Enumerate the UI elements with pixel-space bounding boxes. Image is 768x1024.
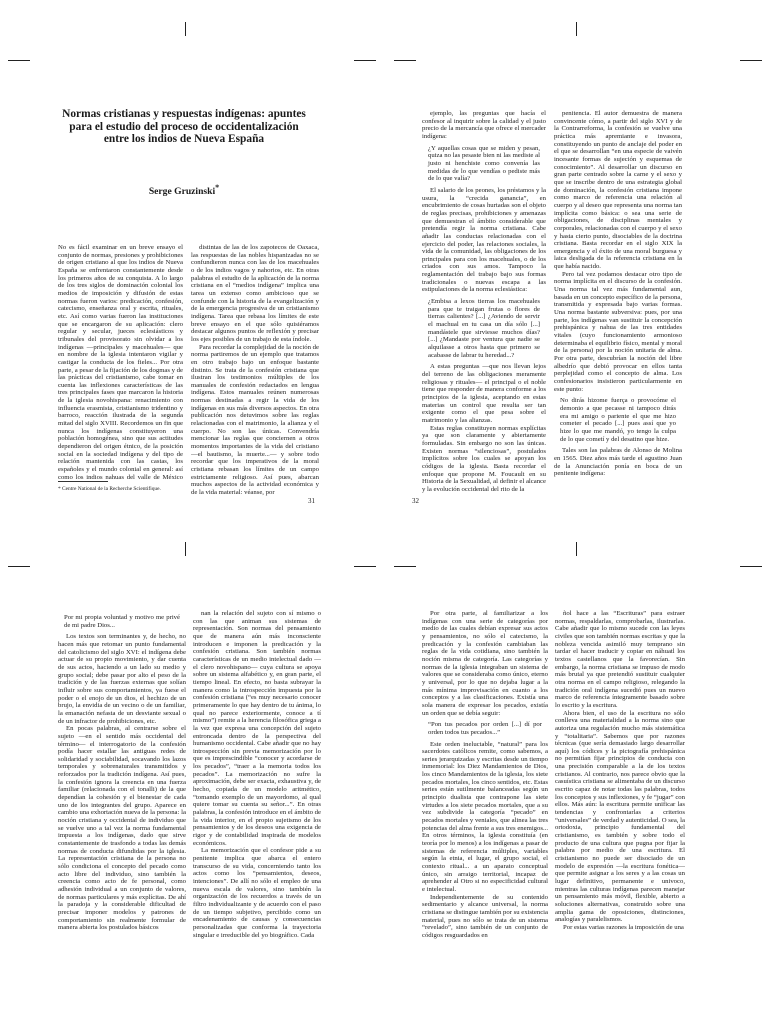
crop-mark <box>185 22 186 36</box>
paragraph: Pero tal vez podamos destacar otro tipo de norma implícita en el discurso de la confesión. Una norma tal vez más fundamental aun, basada en un concepto específico de la persona, transmitida y expresada bajo varias formas. Una norma bastante subversiva: pues, por una parte, los indígenas van sustituir la concepción prehispánica y nahua de las tres entidades vitales (cuyo funcionamiento armonioso determinaba el equilibrio físico, mental y moral de la persona) por la noción unitaria de alma. Por otra parte, descubrían la noción del libre albedrío que debió provocar en ellos tanta perplejidad como el concepto de alma. Los confesionarios insistieron particularmente en este punto: <box>554 270 682 393</box>
block-quote: No dirás hizome fuerça o provocóme el demonio a que pecasse ni tampoco dirás era mi amigo o pariente el que me hizo cometer el pecado [...] pues assí que yo hize lo que me mandó, yo tengo la culpa de lo que cometí y del desatino que hize. <box>560 397 676 443</box>
page-number: 31 <box>308 497 315 505</box>
crop-mark <box>394 566 416 567</box>
paragraph: Tales son las palabras de Alonso de Molina en 1565. Diez años más tarde el agustino Juan de la Anunciación ponía en boca de un penitente indígena: <box>554 447 682 478</box>
text-column <box>193 610 321 1024</box>
footnote: * Centre National de la Recherche Scientifique. <box>58 486 161 492</box>
crop-mark <box>740 60 762 61</box>
paragraph: No es fácil examinar en un breve ensayo el conjunto de normas, presiones y prohibiciones de origen cristiano al que los indios de Nueva España se enfrentaron constantemente desde los primeros años de su conquista. A lo largo de los tres siglos de dominación colonial los medios de imposición y difusión de estas normas fueron varios: predicación, confesión, catecismo, enseñanza oral y escrita, rituales, etc. Así como varias fueron las instituciones que se encargaron de su aplicación: clero regular y secular, jueces eclesiásticos y tribunales del provisorato sin olvidar a los indígenas —principales y macehuales— que en nombre de la iglesia intentaron vigilar y castigar la conducta de los fieles... Por otra parte, a pesar de la fijación de los dogmas y de las prácticas del cristianismo, cabe tomar en cuenta las inflexiones características de las tres principales fases que marcaron la historia de la iglesia novohispana: renacimiento con influencia erasmista, cristianismo tridentino y barroco, reacción ilustrada de la segunda mitad del siglo XVIII. Recordemos un fin que nunca los indígenas constituyeron una población homogénea, sino que sus actitudes dependieron del origen étnico, de la posición social en la sociedad indígena y del tipo de relación mantenida con las castas, los españoles y el mundo colonial en general: así como los indios nahuas del valle de México <box>58 244 183 480</box>
crop-mark <box>576 22 577 36</box>
paragraph: ejemplo, las preguntas que hacía el confesor al inquirir sobre la calidad y el justo precio de la mercancía que ofrece el mercader indígena: <box>422 110 546 140</box>
paragraph: Los textos son terminantes y, de hecho, no hacen más que retomar un punto fundamental del catolicismo del siglo XVI: el indígena debe actuar de su propio movimiento, y dar cuenta de sus actos, haciendo a un lado su medio y grupo social; debe pasar por alto el peso de la tradición y de las fuerzas externas que solían influir sobre sus comportamientos, ya fuese el poder o el enojo de un dios, el hechizo de un brujo, la envidia de un vecino o de un familiar, la emanación nefasta de un desviante sexual o de un infractor de prohibiciones, etc. <box>58 633 186 725</box>
crop-mark <box>354 566 376 567</box>
crop-mark <box>576 542 577 556</box>
paragraph: Para recordar la complejidad de la noción de norma partiremos de un ejemplo que tratamos en otro trabajo bajo un enfoque bastante distinto. Se trata de la confesión cristiana que ilustran los testimonios múltiples de los manuales de confesión redactados en lengua indígena. Estos manuales reúnen numerosas normas destinadas a regir la vida de los indígenas en sus más diversos aspectos. En otra publicación nos detuvimos sobre las reglas relacionadas con el matrimonio, la alianza y el cuerpo. No son las únicas. Convendría mencionar las reglas que conciernen a otros momentos importantes de la vida del cristiano —el bautismo, la muerte...— y sobre todo recordar que los imperativos de la moral cristiana rebasan los límites de un campo estrictamente religioso. Así pues, abarcan muchos aspectos de la actividad económica y de la vida material: véanse, por <box>191 343 319 496</box>
paragraph: Estas reglas constituyen normas explícitas ya que son claramente y abiertamente formuladas. Sin embargo no son las únicas. Existen normas “silenciosas”, postulados implícitos sobre los cuales se apoyan los códigos de la iglesia. Basta recordar el enfoque que propone M. Foucault en su Historia de la Sexualidad, al definir el alcance y la evolución occidental del rito de la <box>422 424 546 493</box>
text-column <box>555 610 685 1024</box>
crop-mark <box>354 60 376 61</box>
paragraph: distintas de las de los zapotecos de Oaxaca, las respuestas de las nobles hispanizadas no se confundieron nunca con las de los macehuales o de los indios vagos y nahorios, etc. En otras palabras el estudio de la aplicación de la norma cristiana en el “medios indígena” implica una tarea un extenso como ambicioso que se confunde con la historia de la evangelización y de la emergencia progresiva de un cristianismo indígena. Tarea que rebasa los límites de este breve ensayo en el que sólo quisiéramos destacar algunos puntos de reflexión y precisar los ejes posibles de un trabajo de esta índole. <box>191 244 319 343</box>
page-34 <box>384 512 768 1024</box>
crop-mark <box>740 566 762 567</box>
paragraph: Por otra parte, al familiarizar a los indígenas con una serie de categorías por medio de las cuales debían expresar sus actos y pensamientos, no sólo el catecismo, la predicación y la confesión cambiaban las reglas de la vida cotidiana, sino también la noción misma de categoría. Las categorías y normas de la iglesia integraban un sistema de valores que se consideraba como único, eterno y universal, por lo que no dejaba lugar a la más mínima improvisación en cuanto a los conceptos y a las clasificaciones. Existía una sola manera de expresar los pecados, existía un orden que se debía seguir: <box>422 610 548 717</box>
text-column <box>422 610 548 1024</box>
text-column <box>58 244 183 480</box>
paragraph: La memorización que el confesor pide a su penitente implica que abarca el entero transcurso de su vida, concerniendo tanto los actos como los “pensamientos, deseos, intenciones”. De allí no sólo el empleo de una nueva escala de valores, sino también la organización de los recuerdos a través de un filtro individualizante y de acuerdo con el paso de un tiempo subjetivo, percibido como un encadenamiento de causas y consecuencias personalizadas que conforma la trayectoria singular e irreducible del yo biográfico. Cada <box>193 847 321 939</box>
block-quote: Por mi propia voluntad y motivo me privé de mi padre Dios... <box>64 614 180 629</box>
text-column <box>422 110 546 494</box>
article-author: Serge Gruzinski* <box>148 183 220 198</box>
text-column <box>554 110 682 494</box>
page-31 <box>0 0 384 512</box>
paragraph: penitencia. El autor demuestra de manera convincente cómo, a partir del siglo XVI y de la Contrarreforma, la confesión se vuelve una práctica más apremiante e invasora, constituyendo un punto de anclaje del poder en el que se desarrollan “en una especie de vaivén incesante formas de sujeción y esquemas de conocimiento”. Al desarrollar un discurso en gran parte centrado sobre la carne y el sexo y que se inscribe dentro de una estrategia global de dominación, la confesión cristiana impone como marco de referencia una relación al cuerpo y al deseo que representa una norma tan implícita como básica: o sea una serie de obligaciones, de disciplinas mentales y corporales, relacionadas con el cuerpo y el sexo y hasta cierto punto, disociables de la doctrina cristiana. Basta recordar en el siglo XIX la emergencia y el éxito de una moral burguesa y laica desligada de la referencia cristiana en la que había nacido. <box>554 110 682 271</box>
crop-mark <box>8 60 30 61</box>
page-33 <box>0 512 384 1024</box>
paragraph: En pocas palabras, al centrarse sobre el sujeto —en el sentido más occidental del término— el interrogatorio de la confesión podía hacer estallar las antiguas redes de solidaridad y sociabilidad, socavando los lazos temporales y sobrenaturales transmitidos y reforzados por la tradición indígena. Así pues, la confesión ignora la creencia en una fuerza familiar (relacionada con el tonalli) de la que dependían la cohesión y el bienestar de cada uno de los integrantes del grupo. Aparece en cambio una exhortación nueva de la persona: la noción cristiana y occidental de individuo que se vuelve uno a tal vez la norma fundamental impuesta a los indígenas, dado que sirve constantemente de trasfondo a todas las demás normas de conducta difundidas por la iglesia. La representación cristiana de la persona no sólo condiciona el concepto del pecado como acto libre del individuo, sino también la creencia como acto de fe personal, como adhesión individual a un conjunto de valores, de normas particulares y más explícitas. De ahí la paradoja y la considerable dificultad de precisar imponer modelos y patrones de comportamiento sin realmente formular de manera abierta los postulados básicos <box>58 725 186 932</box>
paragraph: nan la relación del sujeto con sí mismo o con las que animan sus sistemas de representación. Son normas del pensamiento que de manera aún más inconsciente introducen e imponen la predicación y la confesión cristiana. Son también normas características de un medio intelectual dado —el clero novohispano— cuya cultura se apoya sobre un sistema alfabético y, en gran parte, el tiempo lineal. En efecto, no basta subrayar la manera como la introspección impuesta por la confesión cristiana (“es muy necesario conocer primeramente lo que hay dentro de tu ánima, lo qual no parece exteriormente, conoce a tí mismo”) remite a la herencia filosófica griega a la vez que expresa una concepción del sujeto entroncada dentro de la perspectiva del humanismo occidental. Cabe añadir que no hay introspección sin previa memorización por lo que es imprescindible “conocer y acordarse de los pecados”, “traer a la memoria todos los pecados”. La memorización no sufre la aproximación, debe ser exacta, exhaustiva y, de hecho, copiada de un modelo aritmético, “tomando exemplo de un mayordomo, al qual quiere tomar su cuenta su señor...”. En otras palabras, la confesión introduce en el ámbito de la vida interior, en el propio sujetismo de los pensamientos y de los deseos una exigencia de rigor y de contabilidad inspirada de modelos económicos. <box>193 610 321 847</box>
paragraph: Este orden ineluctable, “natural” para los sacerdotes católicos remite, como sabemos, a series jerarquizadas y escritas desde un tiempo inmemorial: los Diez Mandamientos de Dios, los cinco Mandamientos de la iglesia, los siete pecados mortales, los cinco sentidos, etc. Estas series están sutilmente balanceadas según un principio dualista que contrapone las siete virtudes a los siete pecados mortales, que a su vez subdivide la categoría “pecado” en pecados mortales y veniales, que alinea las tres potencias del alma frente a sus tres enemigos... En otros términos, la iglesia constituía (en teoría por lo menos) a los indígenas a pasar de sistemas de referencia múltiples, variables según la etnia, el lugar, el grupo social, el contexto ritual... a un aparato conceptual único, sin arraigo territorial, incapaz de aprehender al Otro si no especificidad cultural e intelectual. <box>422 740 548 893</box>
paragraph: ñol hace a las “Escrituras” para estraer normas, respaldarlas, comprobarlas, ilustrarlas. Cabe añadir que lo mismo sucede con las leyes civiles que son también normas escritas y que la nobleza vencida asimiló muy temprano sin tardar el hacer traducir y copiar en náhuatl los textos castellanos que la favorecían. Sin embargo, la norma cristiana se impuso de modo más brutal ya que pretendió sustituir cualquier otra norma en el campo religioso, relegando la tradición oral indígena sucedió pues un nuevo marco de referencia íntegramente basado sobre lo escrito y la escritura. <box>555 610 685 709</box>
paragraph: Por estas varias razones la imposición de una <box>563 923 684 931</box>
block-quote: ¿Embisa a lexos tierras los macehuales para que te traigan frutas o flores de tierras calientes? [...] ¿Aviendo de servir el machual en tu casa un día sólo [...] mandástele que sirviesse muchos días? [...] ¿Mandaste por ventura que nadie se alquilasse a otros hasta que primero se acabasse de labrar tu heredad...? <box>428 298 540 359</box>
page-number: 32 <box>412 497 419 505</box>
crop-mark <box>394 60 416 61</box>
crop-mark <box>185 542 186 556</box>
block-quote: “Pon tus pecados por orden [...] dí por orden todos tus pecados...” <box>428 721 542 736</box>
footnote-rule <box>58 481 108 482</box>
crop-mark <box>8 566 30 567</box>
paragraph: A estas preguntas —que nos llevan lejos del terreno de las obligaciones meramente religiosas y rituales— el principal o el noble tiene que responder de manera conforme a los principios de la iglesia, aceptando en estas materias un control que resulta ser tan exigente como el que pesa sobre el matrimonio y las alianzas. <box>422 363 546 424</box>
article-title: Normas cristianas y respuestas indígenas: apuntes para el estudio del proceso de occidentalización entre los indios de Nueva España <box>62 108 306 146</box>
text-column <box>58 610 186 1024</box>
paragraph: Ahora bien, el uso de la escritura no sólo conlleva una materialidad a la norma sino que autoriza una regulación mucho más sistemática y “totalitaria”. Sabemos que por razones técnicas (que sería demasiado largo desarrollar aquí) los códices y la pictografía prehispánica no permitían fijar principios de conducta con una precisión comparable a la de los textos cristianos. Al contrario, nos parece obvio que la casuística cristiana se alimentaba de un discurso escrito capaz de notar todas las palabras, todos los conceptos y sus inflexiones, y fe “jugar” con ellos. Más aún: la escritura permite unificar las tendencias y confrontarlas a criterios “universales” de verdad y autenticidad. O sea, la ortodoxia, principio fundamental del cristianismo, es también y sobre todo el producto de una cultura que pugna por fijar la palabra por medio de una escritura. El cristianismo no puede ser disociado de un modelo de expresión —la escritura fonética— que permite asignar a los seres y a las cosas un lugar definitivo, permanente e univoco, mientras las culturas indígenas parecen manejar un pensamiento más móvil, flexible, abierto a soluciones alternativas, construido sobre una amplia gama de oposiciones, distinciones, analogías y paralelismos. <box>555 709 685 924</box>
text-column <box>191 244 319 506</box>
paragraph: El salario de los peones, los préstamos y la usura, la “crecida ganancia”, en encubrimiento de cosas hurtadas son el objeto de reglas precisas, prohibiciones y amenazas que demuestran el ámbito considerable que pretendía regir la norma cristiana. Cabe añadir las conductas relacionadas con el ejercicio del poder, las relaciones sociales, la vida de la comunidad, las obligaciones de los principales para con los macehuales, o de los criados con sus amos. Tampoco la reglamentación del trabajo bajo sus formas tradicionales o nuevas escapa a las estipulaciones de la norma eclesiástica: <box>422 186 546 294</box>
page-32 <box>384 0 768 512</box>
block-quote: ¿Y aquellas cosas que se miden y pesan, quiza no las pesaste bien ni las mediste al justo ni henchiste como convenía las medidas de lo que vendías o pediste más de lo que valía? <box>428 144 540 183</box>
paragraph: Independientemente de su contenido sedimentario y alcance universal, la norma cristiana se distingue también por su existencia material, pues no sólo se trata de un sistema “revelado”, sino también de un conjunto de códigos resguardados en <box>422 893 548 939</box>
